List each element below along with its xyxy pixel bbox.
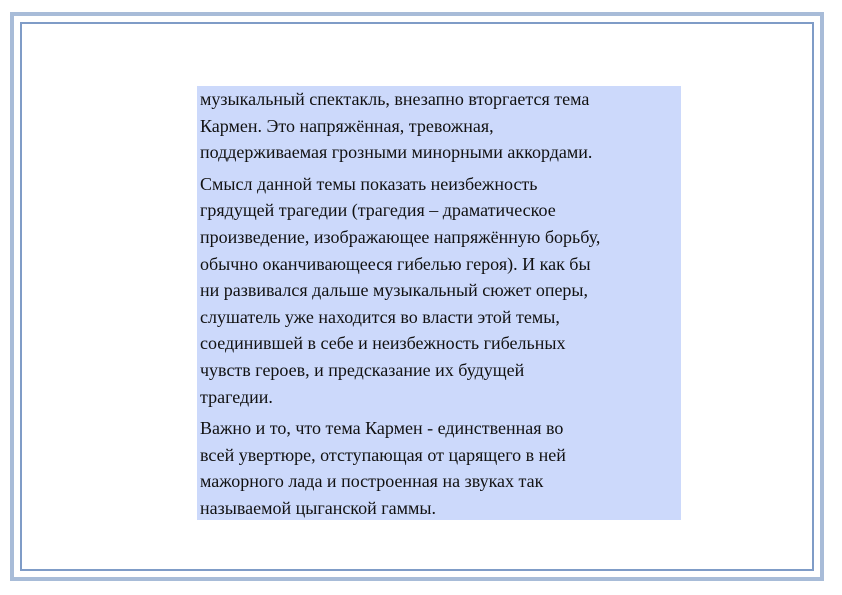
text-line: всей увертюре, отступающая от царящего в ней [200, 444, 566, 465]
text-line: музыкальный спектакль, внезапно вторгается тема [200, 89, 590, 109]
paragraph-3 [200, 415, 681, 521]
paragraph-1 [200, 86, 681, 166]
text-line: Кармен. Это напряжённая, тревожная, [200, 115, 494, 136]
text-line: Смысл данной темы показать неизбежность [200, 173, 538, 194]
text-line: обычно оканчивающееся гибелью героя). И как бы [200, 253, 591, 274]
text-line: слушатель уже находится во власти этой темы, [200, 306, 560, 327]
text-line: мажорного лада и построенная на звуках так [200, 471, 544, 492]
text-line: грядущей трагедии (трагедия – драматическое [200, 200, 556, 221]
text-line: чувств героев, и предсказание их будущей [200, 359, 525, 380]
text-line: поддерживаемая грозными минорными аккордами. [200, 142, 593, 163]
text-line: произведение, изображающее напряжённую борьбу, [200, 226, 601, 247]
text-line: соединившей в себе и неизбежность гибельных [200, 333, 566, 354]
text-block [197, 86, 681, 520]
text-line: трагедии. [200, 386, 273, 407]
paragraph-2 [200, 171, 681, 410]
text-line: называемой цыганской гаммы. [200, 497, 437, 518]
text-line: ни развивался дальше музыкальный сюжет оперы, [200, 280, 589, 301]
text-line: Важно и то, что тема Кармен - единственная во [200, 418, 564, 439]
